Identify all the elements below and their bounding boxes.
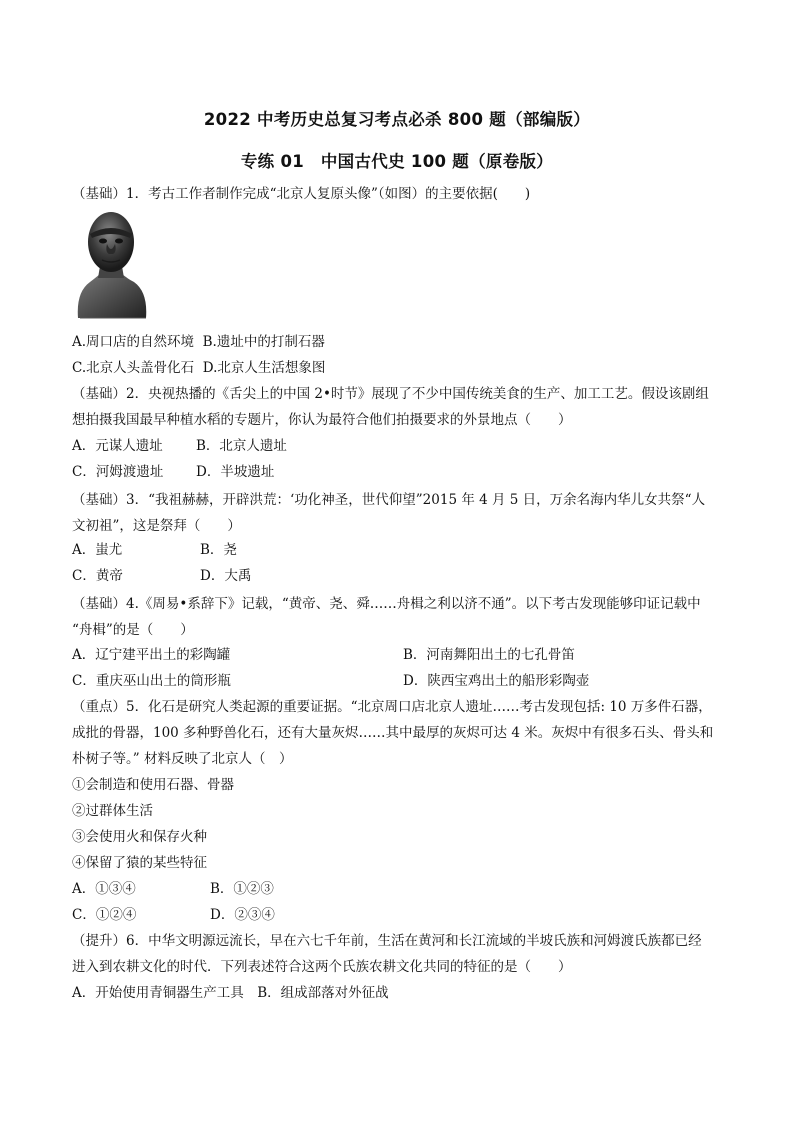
- option-d: D.北京人生活想象图: [202, 360, 326, 376]
- question-4-option-a: A．辽宁建平出土的彩陶罐: [72, 647, 231, 663]
- question-3-option-a: A．蚩尤: [72, 542, 123, 558]
- question-1-options-ab: [72, 332, 325, 352]
- question-6-options-ab: A．开始使用青铜器生产工具 B．组成部落对外征战: [72, 985, 389, 1001]
- question-2-option-a: A．元谋人遗址: [72, 438, 163, 454]
- question-2-option-c: C．河姆渡遗址: [72, 464, 164, 480]
- question-5-item-4: ④保留了猿的某些特征: [72, 855, 207, 871]
- question-2-option-b: B．北京人遗址: [196, 438, 287, 454]
- question-5-item-2: ②过群体生活: [72, 803, 153, 819]
- question-3-stem-line-2: 文初祖”，这是祭拜（ ）: [72, 518, 241, 534]
- question-2-stem-line-1: （基础）2．央视热播的《舌尖上的中国 2•时节》展现了不少中国传统美食的生产、加工工艺。假设该剧组: [72, 386, 709, 402]
- question-4-stem-line-1: （基础）4.《周易•系辞下》记载，“黄帝、尧、舜……舟楫之利以济不通”。以下考古发现能够印证记载中: [72, 596, 701, 612]
- option-a: A.周口店的自然环境: [72, 334, 195, 350]
- question-5-option-c: C．①②④: [72, 907, 137, 923]
- question-2-stem-line-2: 想拍摄我国最早种植水稻的专题片，你认为最符合他们拍摄要求的外景地点（ ）: [72, 412, 572, 428]
- question-1-options-cd: [72, 358, 325, 378]
- question-5-item-1: ①会制造和使用石器、骨器: [72, 777, 234, 793]
- question-5-stem-line-1: （重点）5．化石是研究人类起源的重要证据。“北京周口店北京人遗址……考古发现包括: 10 万多件石器，: [72, 699, 712, 715]
- question-4-option-d: D．陕西宝鸡出土的船形彩陶壶: [403, 673, 590, 689]
- question-2-option-d: D．半坡遗址: [196, 464, 275, 480]
- question-4-option-b: B．河南舞阳出土的七孔骨笛: [403, 647, 575, 663]
- option-b: B.遗址中的打制石器: [202, 334, 325, 350]
- question-5-option-a: A．①③④: [72, 881, 136, 897]
- question-6-stem-line-1: （提升）6．中华文明源远流长，早在六七千年前，生活在黄河和长江流域的半坡氏族和河姆渡氏族都已经: [72, 933, 702, 949]
- question-3-option-b: B．尧: [200, 542, 237, 558]
- option-c: C.北京人头盖骨化石: [72, 360, 195, 376]
- question-4-option-c: C．重庆巫山出土的筒形瓶: [72, 673, 231, 689]
- question-5-item-3: ③会使用火和保存火种: [72, 829, 207, 845]
- question-5-option-d: D．②③④: [210, 907, 275, 923]
- document-subtitle: 专练 01 中国古代史 100 题（原卷版）: [240, 152, 554, 171]
- document-title: 2022 中考历史总复习考点必杀 800 题（部编版）: [203, 110, 591, 129]
- question-5-option-b: B．①②③: [210, 881, 274, 897]
- question-3-option-c: C．黄帝: [72, 568, 123, 584]
- question-5-stem-line-3: 朴树子等。” 材料反映了北京人（ ）: [72, 751, 293, 767]
- question-4-stem-line-2: “舟楫”的是（ ）: [72, 622, 194, 638]
- question-3-option-d: D．大禹: [200, 568, 252, 584]
- question-1-stem: （基础）1．考古工作者制作完成“北京人复原头像”（如图）的主要依据( ): [72, 186, 531, 202]
- question-6-stem-line-2: 进入到农耕文化的时代．下列表述符合这两个氏族农耕文化共同的特征的是（ ）: [72, 959, 572, 975]
- question-3-stem-line-1: （基础）3．“我祖赫赫，开辟洪荒：‘功化神圣，世代仰望”2015 年 4 月 5 日，万余名海内华儿女共祭“人: [72, 492, 706, 508]
- question-5-stem-line-2: 成批的骨器，100 多种野兽化石，还有大量灰烬……其中最厚的灰烬可达 4 米。灰烬中有很多石头、骨头和: [72, 725, 714, 741]
- peking-man-bust-image: [72, 206, 150, 322]
